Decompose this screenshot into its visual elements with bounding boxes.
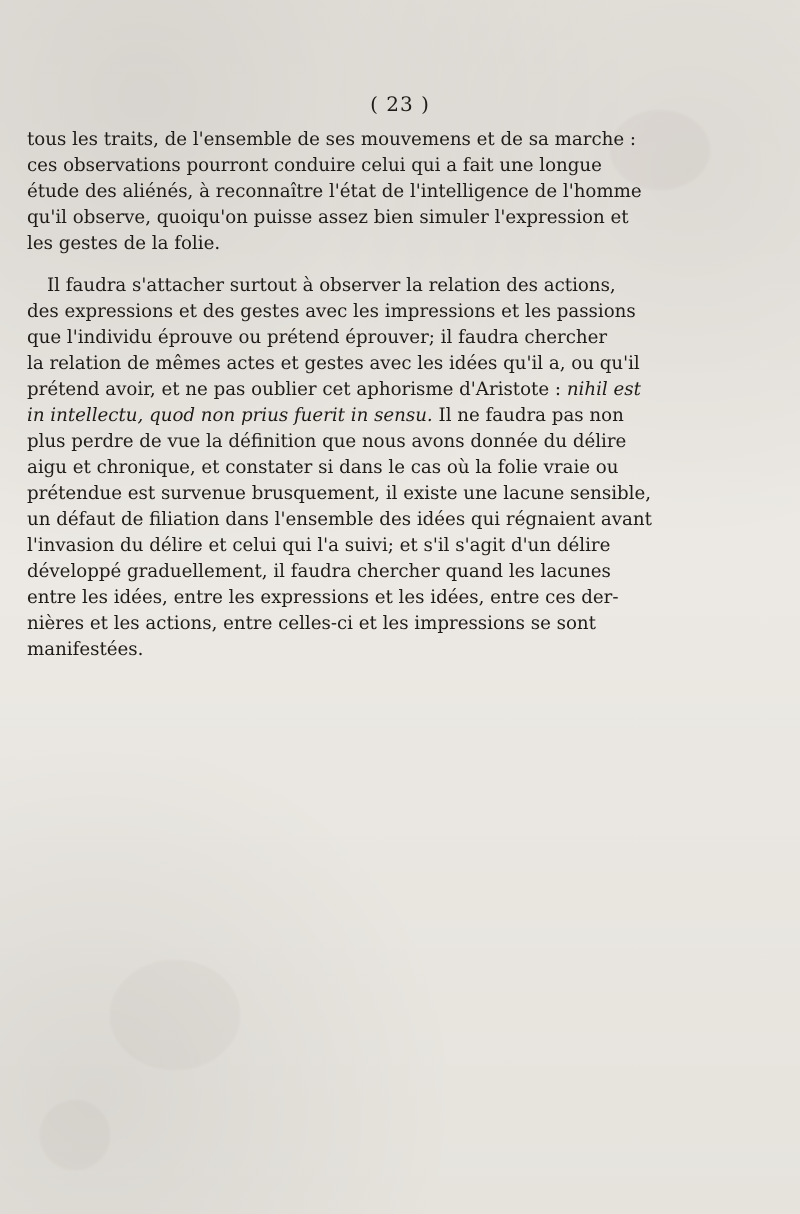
text-line: Il faudra s'attacher surtout à observer la relation des actions,: [47, 275, 616, 296]
text-line: développé graduellement, il faudra chercher quand les lacunes: [27, 561, 611, 582]
text-line: aigu et chronique, et constater si dans le cas où la folie vraie ou: [27, 457, 619, 478]
text-line: ces observations pourront conduire celui qui a fait une longue: [27, 155, 602, 176]
paper-stain: [610, 110, 710, 190]
paper-stain: [110, 960, 240, 1070]
text-segment: prétend avoir, et ne pas oublier cet aphorisme d'Aristote :: [27, 379, 562, 400]
paragraph-1: [27, 127, 642, 257]
text-line: des expressions et des gestes avec les impressions et les passions: [27, 301, 636, 322]
text-line: la relation de mêmes actes et gestes avec les idées qu'il a, ou qu'il: [27, 353, 640, 374]
text-line: plus perdre de vue la définition que nous avons donnée du délire: [27, 431, 627, 452]
text-line: manifestées.: [27, 639, 144, 660]
text-line: entre les idées, entre les expressions et les idées, entre ces der-: [27, 587, 619, 608]
text-segment: Il ne faudra pas non: [438, 405, 624, 426]
text-line-with-latin: [27, 403, 624, 429]
text-line: l'invasion du délire et celui qui l'a suivi; et s'il s'agit d'un délire: [27, 535, 611, 556]
latin-phrase: in intellectu, quod non prius fuerit in sensu.: [27, 405, 433, 426]
text-line: que l'individu éprouve ou prétend éprouver; il faudra chercher: [27, 327, 608, 348]
paragraph-2: [27, 273, 652, 663]
text-line: nières et les actions, entre celles-ci et les impressions se sont: [27, 613, 596, 634]
page-number: ( 23 ): [370, 92, 430, 116]
text-line: un défaut de filiation dans l'ensemble des idées qui régnaient avant: [27, 509, 652, 530]
text-line: les gestes de la folie.: [27, 233, 221, 254]
text-line: prétendue est survenue brusquement, il existe une lacune sensible,: [27, 483, 652, 504]
text-line-with-latin: [27, 377, 641, 403]
text-line: étude des aliénés, à reconnaître l'état de l'intelligence de l'homme: [27, 181, 642, 202]
body-text: [27, 127, 652, 663]
text-line: qu'il observe, quoiqu'on puisse assez bien simuler l'expression et: [27, 207, 629, 228]
text-line: tous les traits, de l'ensemble de ses mouvemens et de sa marche :: [27, 129, 637, 150]
latin-phrase: nihil est: [566, 379, 641, 400]
paper-stain: [40, 1100, 110, 1170]
